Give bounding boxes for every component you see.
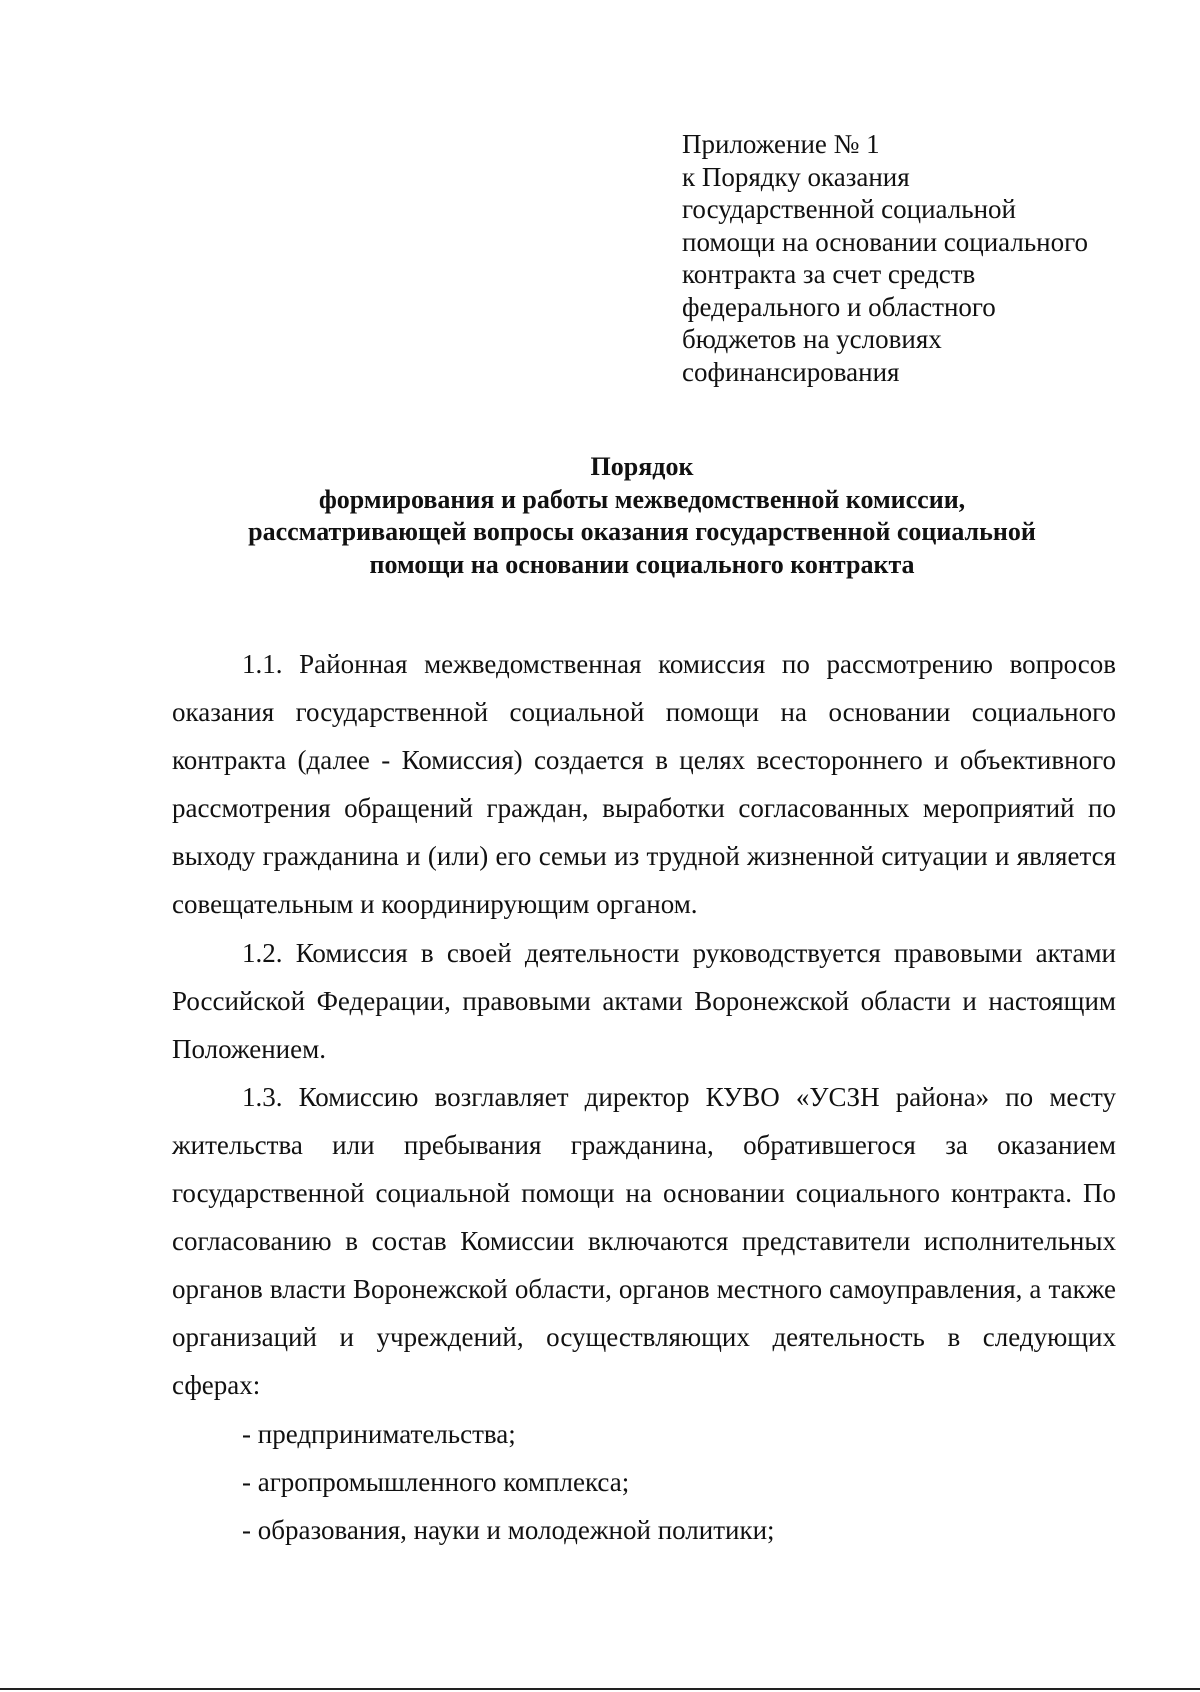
document-body (172, 640, 1116, 1554)
page-bottom-rule (0, 1688, 1200, 1690)
title-line: формирования и работы межведомственной комиссии, (318, 484, 966, 514)
appendix-line: Приложение № 1 (682, 129, 880, 159)
appendix-line: помощи на основании социального (682, 226, 1089, 257)
paragraph-1-3: 1.3. Комиссию возглавляет директор КУВО «УСЗН района» по месту жительства или пребывания гражданина, обратившегося за оказанием государственной социальной помощи на основании социального контракта. По согласованию в состав Комиссии включаются представители исполнительных органов власти Воронежской области, органов местного самоуправления, а также организаций и учреждений, осуществляющих деятельность в следующих сферах: (172, 1081, 1116, 1401)
appendix-line: государственной социальной (682, 194, 1016, 224)
appendix-line: софинансирования (682, 356, 900, 387)
list-item: - предпринимательства; (242, 1418, 516, 1449)
title-line: рассматривающей вопросы оказания государственной социальной (248, 517, 1036, 546)
title-line: помощи на основании социального контракта (369, 549, 915, 579)
appendix-line: бюджетов на условиях (682, 324, 942, 354)
list-item: - агропромышленного комплекса; (242, 1466, 630, 1497)
paragraph-1-2: 1.2. Комиссия в своей деятельности руководствуется правовыми актами Российской Федерации, правовыми актами Воронежской области и настоящим Положением. (172, 937, 1116, 1064)
appendix-line: контракта за счет средств (682, 259, 976, 289)
appendix-line: федерального и областного (682, 291, 996, 322)
appendix-header (682, 128, 1142, 388)
list-item: - образования, науки и молодежной политики; (242, 1514, 775, 1545)
title-line: Порядок (590, 452, 694, 481)
document-title (120, 451, 1164, 581)
paragraph-1-1: 1.1. Районная межведомственная комиссия по рассмотрению вопросов оказания государственной социальной помощи на основании социального контракта (далее - Комиссия) создается в целях всестороннего и объективного рассмотрения обращений граждан, выработки согласованных мероприятий по выходу гражданина и (или) его семьи из трудной жизненной ситуации и является совещательным и координирующим органом. (172, 649, 1116, 920)
appendix-line: к Порядку оказания (682, 161, 910, 192)
